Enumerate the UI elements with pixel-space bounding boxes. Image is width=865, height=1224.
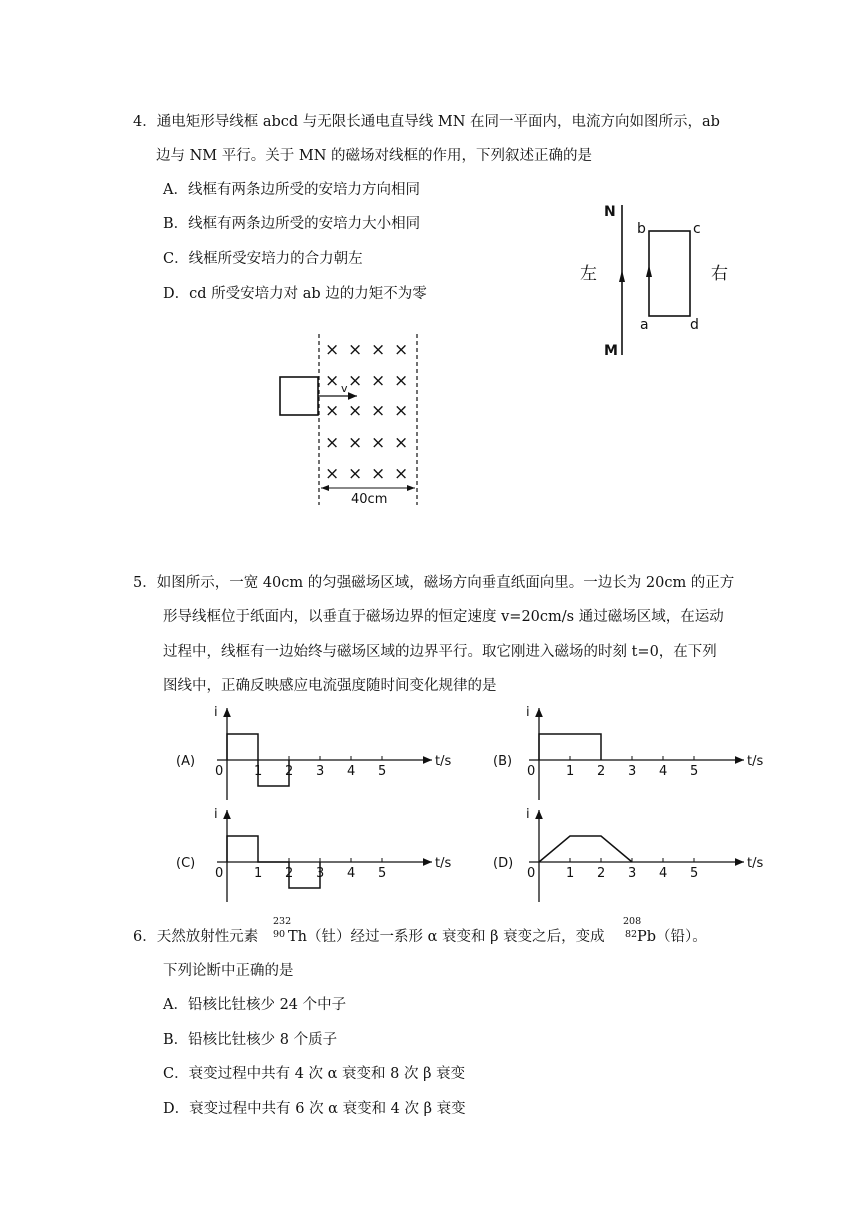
x-axis-label: t/s xyxy=(747,754,764,769)
q6-option-c: C．衰变过程中共有 4 次 α 衰变和 8 次 β 衰变 xyxy=(163,1066,466,1082)
x-tick-label: 5 xyxy=(690,764,699,779)
label-d: d xyxy=(690,317,699,333)
x-tick-label: 2 xyxy=(597,866,606,881)
y-axis-label: i xyxy=(214,807,218,822)
x-tick-label: 1 xyxy=(254,866,263,881)
origin-label: 0 xyxy=(527,866,536,881)
x-tick-label: 3 xyxy=(316,866,325,881)
panel-label: (C) xyxy=(176,856,196,871)
current-curve xyxy=(539,836,632,862)
x-axis-label: t/s xyxy=(747,856,764,871)
q6-pb-text: Pb（铅）。 xyxy=(637,929,707,945)
origin-label: 0 xyxy=(527,764,536,779)
q4-option-a: A．线框有两条边所受的安培力方向相同 xyxy=(163,182,420,198)
q5-stem-line1: 5．如图所示，一宽 40cm 的匀强磁场区域，磁场方向垂直纸面向里。一边长为 20cm 的正方 xyxy=(133,575,735,591)
velocity-label: v xyxy=(341,382,348,395)
q4-option-b: B．线框有两条边所受的安培力大小相同 xyxy=(163,216,421,232)
x-tick-label: 3 xyxy=(628,764,637,779)
q6-stem-line2: 下列论断中正确的是 xyxy=(163,963,294,979)
graph-panel-a xyxy=(176,705,451,800)
field-cross: × xyxy=(325,464,340,484)
field-cross: × xyxy=(325,340,340,360)
field-cross: × xyxy=(394,401,409,421)
field-cross: × xyxy=(371,401,386,421)
field-cross: × xyxy=(394,433,409,453)
label-m: M xyxy=(604,343,618,359)
square-loop xyxy=(280,377,318,415)
field-cross: × xyxy=(325,371,340,391)
x-tick-label: 5 xyxy=(378,866,387,881)
panel-label: (A) xyxy=(176,754,196,769)
q6-option-b: B．铅核比钍核少 8 个质子 xyxy=(163,1032,338,1048)
q6-option-d: D．衰变过程中共有 6 次 α 衰变和 4 次 β 衰变 xyxy=(163,1101,466,1117)
q5-stem-line3: 过程中，线框有一边始终与磁场区域的边界平行。取它刚进入磁场的时刻 t=0，在下列 xyxy=(163,644,717,660)
x-tick-label: 2 xyxy=(285,764,294,779)
x-tick-label: 3 xyxy=(628,866,637,881)
field-cross: × xyxy=(348,340,363,360)
loop-current-arrow xyxy=(646,265,652,277)
q4-stem-line2: 边与 NM 平行。关于 MN 的磁场对线框的作用，下列叙述正确的是 xyxy=(156,148,593,164)
field-cross: × xyxy=(348,401,363,421)
y-axis-label: i xyxy=(214,705,218,720)
dimension-arrow-right xyxy=(407,485,415,491)
x-tick-label: 1 xyxy=(254,764,263,779)
field-cross: × xyxy=(348,464,363,484)
field-cross: × xyxy=(371,340,386,360)
width-label: 40cm xyxy=(351,492,388,507)
graph-panel-c xyxy=(176,807,451,902)
q5-stem-line4: 图线中，正确反映感应电流强度随时间变化规律的是 xyxy=(163,678,497,694)
th-atomic-number: 90 xyxy=(273,929,286,940)
q4-option-c: C．线框所受安培力的合力朝左 xyxy=(163,251,363,267)
x-tick-label: 5 xyxy=(690,866,699,881)
q4-option-d: D．cd 所受安培力对 ab 边的力矩不为零 xyxy=(163,286,427,302)
field-cross: × xyxy=(394,340,409,360)
field-cross: × xyxy=(371,433,386,453)
field-cross-grid xyxy=(325,340,408,484)
panel-label: (B) xyxy=(493,754,513,769)
field-cross: × xyxy=(394,464,409,484)
label-n: N xyxy=(604,204,616,220)
th-mass-number: 232 xyxy=(273,916,292,927)
origin-label: 0 xyxy=(215,866,224,881)
x-axis-label: t/s xyxy=(435,754,452,769)
field-cross: × xyxy=(325,401,340,421)
q5-stem-line2: 形导线框位于纸面内，以垂直于磁场边界的恒定速度 v=20cm/s 通过磁场区域，在运动 xyxy=(163,609,724,625)
label-a: a xyxy=(640,317,649,333)
x-tick-label: 4 xyxy=(659,764,668,779)
y-axis-label: i xyxy=(526,807,530,822)
field-cross: × xyxy=(394,371,409,391)
x-tick-label: 4 xyxy=(347,764,356,779)
wire-current-arrow xyxy=(619,270,625,282)
field-cross: × xyxy=(371,371,386,391)
label-b: b xyxy=(637,221,646,237)
current-time-graphs xyxy=(176,705,763,902)
x-tick-label: 1 xyxy=(566,764,575,779)
field-region-figure xyxy=(280,334,417,507)
pb-atomic-number: 82 xyxy=(625,929,638,940)
label-right: 右 xyxy=(711,264,728,284)
pb-mass-number: 208 xyxy=(623,916,642,927)
x-tick-label: 2 xyxy=(597,764,606,779)
graph-panel-b xyxy=(493,705,763,800)
panel-label: (D) xyxy=(493,856,514,871)
field-cross: × xyxy=(325,433,340,453)
x-tick-label: 1 xyxy=(566,866,575,881)
field-cross: × xyxy=(348,371,363,391)
x-tick-label: 5 xyxy=(378,764,387,779)
loop-abcd xyxy=(649,231,690,316)
origin-label: 0 xyxy=(215,764,224,779)
x-tick-label: 2 xyxy=(285,866,294,881)
q4-stem-line1: 4．通电矩形导线框 abcd 与无限长通电直导线 MN 在同一平面内，电流方向如图所示，ab xyxy=(133,114,720,130)
q6-option-a: A．铅核比钍核少 24 个中子 xyxy=(163,997,347,1013)
q6-stem-part1: 6．天然放射性元素 xyxy=(133,929,259,945)
y-axis-label: i xyxy=(526,705,530,720)
x-tick-label: 4 xyxy=(659,866,668,881)
x-axis-label: t/s xyxy=(435,856,452,871)
field-cross: × xyxy=(371,464,386,484)
wire-loop-figure xyxy=(580,204,728,359)
x-tick-label: 4 xyxy=(347,866,356,881)
x-tick-label: 3 xyxy=(316,764,325,779)
label-c: c xyxy=(693,221,701,237)
graph-panel-d xyxy=(493,807,763,902)
q6-th-text: Th（钍）经过一系形 α 衰变和 β 衰变之后，变成 xyxy=(288,929,605,945)
label-left: 左 xyxy=(580,264,597,284)
dimension-arrow-left xyxy=(321,485,329,491)
field-cross: × xyxy=(348,433,363,453)
